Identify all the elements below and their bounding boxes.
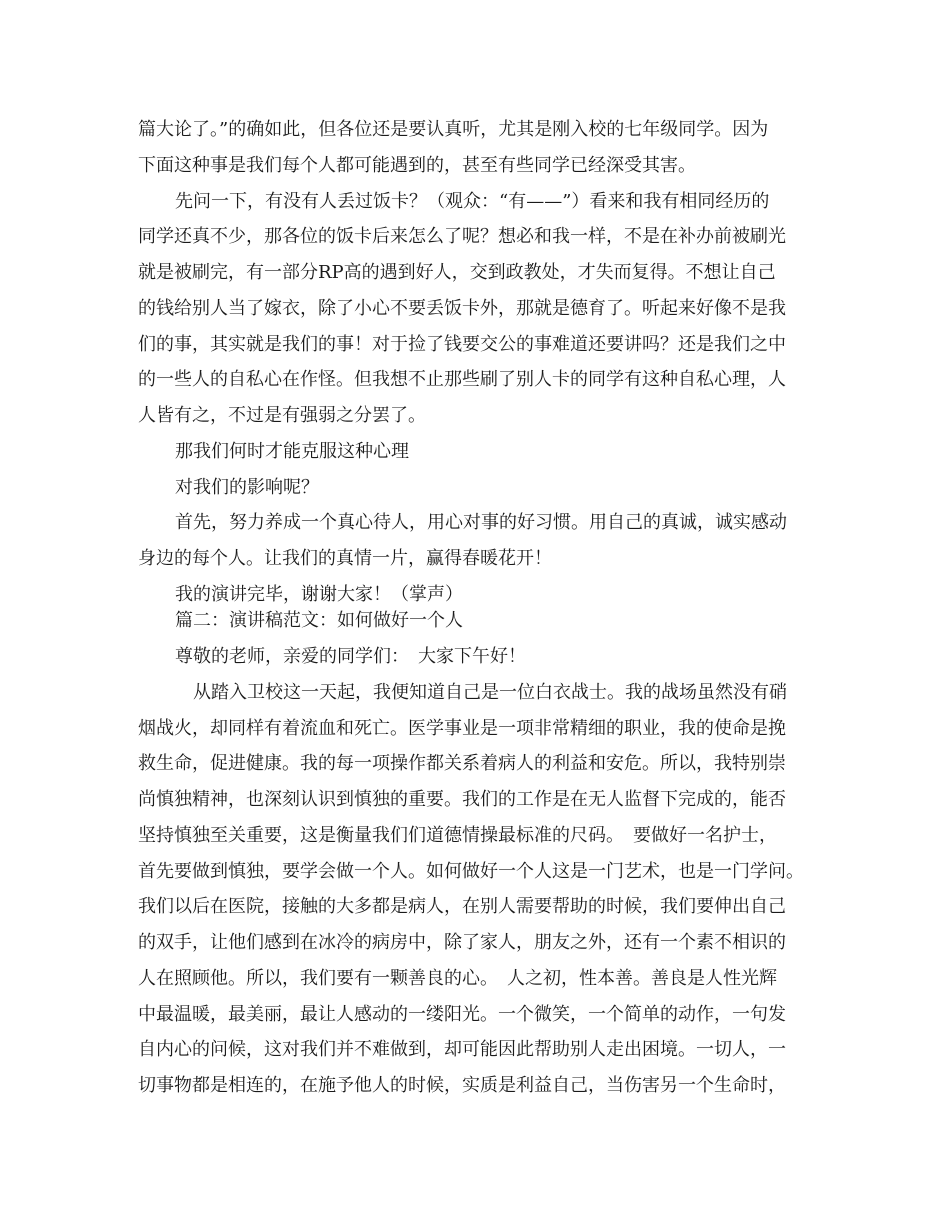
text-line: 救生命，促进健康。我的每一项操作都关系着病人的利益和安危。所以，我特别崇: [138, 753, 786, 774]
text-line: 同学还真不少，那各位的饭卡后来怎么了呢？想必和我一样，不是在补办前被刷光: [138, 226, 786, 247]
text-line: 人皆有之，不过是有强弱之分罢了。: [138, 405, 426, 426]
text-line: 就是被刷完，有一部分RP高的遇到好人，交到政教处，才失而复得。不想让自己: [138, 262, 776, 283]
text-line: 的钱给别人当了嫁衣，除了小心不要丢饭卡外，那就是德育了。听起来好像不是我: [138, 298, 786, 319]
text-line: 我们以后在医院，接触的大多都是病人，在别人需要帮助的时候，我们要伸出自己: [138, 896, 786, 917]
text-line: 切事物都是相连的，在施予他人的时候，实质是利益自己，当伤害另一个生命时，: [138, 1075, 786, 1096]
text-line: 的双手，让他们感到在冰冷的病房中，除了家人，朋友之外，还有一个素不相识的: [138, 932, 786, 953]
text-line: 下面这种事是我们每个人都可能遇到的，甚至有些同学已经深受其害。: [138, 155, 696, 176]
text-line: 烟战火，却同样有着流血和死亡。医学事业是一项非常精细的职业，我的使命是挽: [138, 718, 786, 739]
text-line: 对我们的影响呢？: [175, 477, 319, 498]
text-line: 坚持慎独至关重要，这是衡量我们们道德情操最标准的尺码。 要做好一名护士，: [138, 825, 777, 846]
text-line: 们的事，其实就是我们的事！对于捡了钱要交公的事难道还要讲吗？还是我们之中: [138, 334, 786, 355]
text-line: 人在照顾他。所以，我们要有一颗善良的心。 人之初，性本善。善良是人性光辉: [138, 968, 777, 989]
text-line: 首先，努力养成一个真心待人，用心对事的好习惯。用自己的真诚，诚实感动: [175, 512, 787, 533]
text-line: 身边的每个人。让我们的真情一片，赢得春暖花开！: [138, 548, 552, 569]
text-line: 尚慎独精神，也深刻认识到慎独的重要。我们的工作是在无人监督下完成的，能否: [138, 789, 786, 810]
text-line: 那我们何时才能克服这种心理: [175, 441, 409, 462]
salutation-line: 尊敬的老师，亲爱的同学们： 大家下午好！: [175, 646, 526, 667]
text-line: 的一些人的自私心在作怪。但我想不止那些刷了别人卡的同学有这种自私心理，人: [138, 369, 786, 390]
text-line: 中最温暖，最美丽，最让人感动的一缕阳光。一个微笑，一个简单的动作，一句发: [138, 1004, 786, 1025]
text-line: 篇大论了。”的确如此，但各位还是要认真听，尤其是刚入校的七年级同学。因为: [138, 119, 769, 140]
section-heading: 篇二：演讲稿范文：如何做好一个人: [175, 610, 463, 631]
text-line: 先问一下，有没有人丢过饭卡？（观众：“有——”）看来和我有相同经历的: [175, 191, 770, 212]
text-line: 自内心的问候，这对我们并不难做到，却可能因此帮助别人走出困境。一切人，一: [138, 1039, 786, 1060]
text-line: 首先要做到慎独，要学会做一个人。如何做好一个人这是一门艺术，也是一门学问。: [138, 861, 804, 882]
text-line: 我的演讲完毕，谢谢大家！（掌声）: [175, 584, 463, 605]
text-line: 从踏入卫校这一天起，我便知道自己是一位白衣战士。我的战场虽然没有硝: [193, 682, 787, 703]
